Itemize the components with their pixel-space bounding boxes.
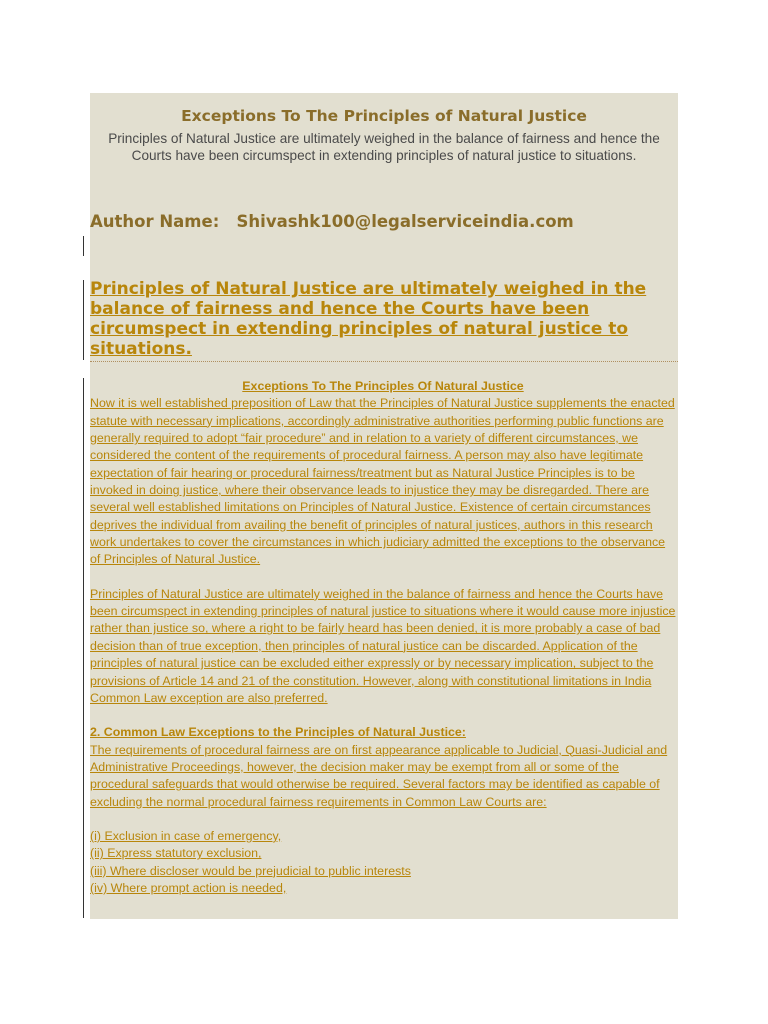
- text-cursor: [83, 236, 84, 256]
- body-paragraph[interactable]: Now it is well established preposition of Law that the Principles of Natural Justice supplements the enacted statute with necessary implications, accordingly administrative authorities performing public functions are generally required to adopt “fair procedure” and in relation to a variety of different circumstances, we considered the content of the requirements of procedural fairness. A person may also have legitimate expectation of fair hearing or procedural fairness/treatment but as Natural Justice Principles is to be invoked in doing justice, where their observance leads to injustice they may be disregarded. There are several well established limitations on Principles of Natural Justice. Existence of certain circumstances deprives the individual from availing the benefit of principles of natural justices, authors in this research work undertakes to cover the circumstances in which judiciary admitted the exceptions to the observance of Principles of Natural Justice.: [90, 396, 675, 567]
- lead-paragraph-link[interactable]: Principles of Natural Justice are ultimately weighed in the balance of fairness and hence the Courts have been circumspect in extending principles of natural justice to situations.: [90, 279, 647, 359]
- list-item[interactable]: (ii) Express statutory exclusion,: [90, 846, 262, 861]
- paragraph-gap: [90, 569, 676, 586]
- paragraph-gap: [90, 811, 676, 828]
- article-title: Exceptions To The Principles of Natural Justice: [181, 107, 587, 125]
- paragraph-gap: [90, 707, 676, 724]
- list-item[interactable]: (iv) Where prompt action is needed,: [90, 880, 287, 895]
- margin-bar: [83, 378, 84, 918]
- list-item[interactable]: (i) Exclusion in case of emergency,: [90, 828, 282, 843]
- divider: [90, 361, 678, 362]
- author-label: Author Name:: [90, 212, 220, 231]
- section-heading[interactable]: Exceptions To The Principles Of Natural Justice: [242, 379, 524, 393]
- article-body: [90, 378, 676, 897]
- body-paragraph[interactable]: The requirements of procedural fairness are on first appearance applicable to Judicial, Quasi-Judicial and Administrative Proceedings, however, the decision maker may be exempt from all or some of the procedural safeguards that would otherwise be required. Several factors may be identified as capable of excluding the normal procedural fairness requirements in Common Law Courts are:: [90, 742, 668, 809]
- body-paragraph[interactable]: Principles of Natural Justice are ultimately weighed in the balance of fairness and hence the Courts have been circumspect in extending principles of natural justice to situations where it would cause more injustice rather than justice so, where a right to be fairly heard has been denied, it is more probably a case of bad decision than of true exception, then principles of natural justice can be discarded. Application of the principles of natural justice can be excluded either expressly or by necessary implication, subject to the provisions of Article 14 and 21 of the constitution. However, along with constitutional limitations in India Common Law exception are also preferred.: [90, 586, 676, 705]
- margin-bar: [83, 280, 84, 360]
- section-2-heading[interactable]: 2. Common Law Exceptions to the Principles of Natural Justice:: [90, 725, 466, 740]
- article-subtitle: Principles of Natural Justice are ultimately weighed in the balance of fairness and hence the Courts have been circumspect in extending principles of natural justice to situations.: [108, 131, 660, 163]
- author-line: [90, 212, 574, 231]
- list-item[interactable]: (iii) Where discloser would be prejudicial to public interests: [90, 863, 411, 878]
- author-email: Shivashk100@legalserviceindia.com: [236, 212, 574, 231]
